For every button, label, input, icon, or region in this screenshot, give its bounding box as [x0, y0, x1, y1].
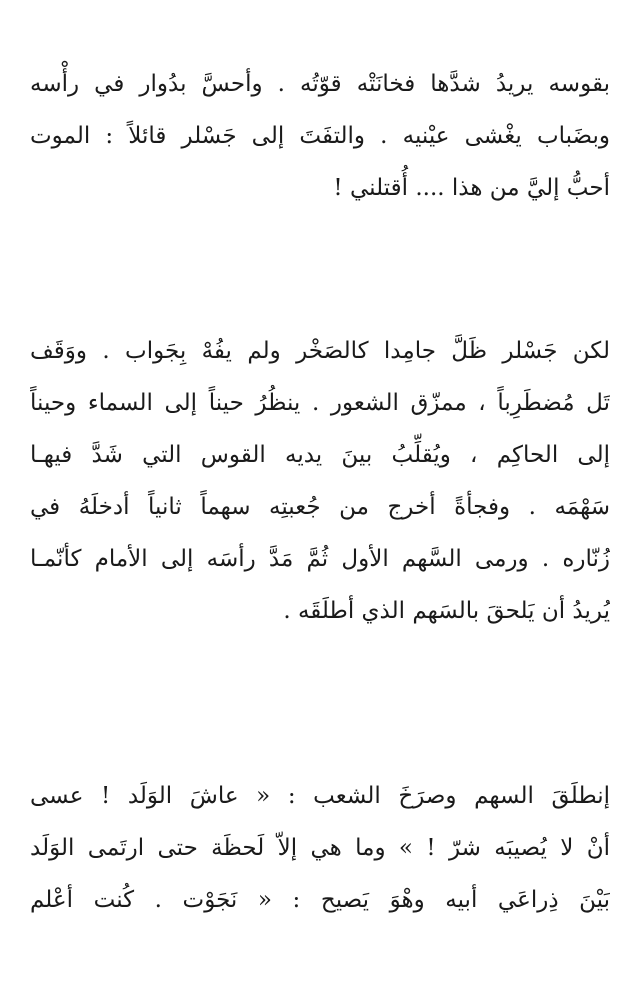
- paragraph-2: [30, 325, 610, 637]
- text-line: سَهْمَه . وفجأةً أخرج من جُعبتِه سهماً ثانياً أدخلَهُ في: [30, 494, 610, 520]
- text-line: إلى الحاكِم ، ويُقلِّبُ بينَ يديه القوس التي شَدَّ فيهـا: [30, 442, 610, 468]
- text-line: زُنّاره . ورمى السَّهم الأول ثُمَّ مَدَّ رأسَه إلى الأمام كأنّمـا: [30, 546, 610, 572]
- text-line: وبضَباب يغْشى عيْنيه . والتفَتَ إلى جَسْلر قائلاً : الموت: [30, 123, 610, 149]
- text-line: تَل مُضطَرِباً ، ممزّق الشعور . ينظُرُ حيناً إلى السماء وحيناً: [30, 390, 610, 416]
- text-line: بقوسه يريدُ شدَّها فخانَتْه قوّتُه . وأحسَّ بدُوار في رأْسه: [30, 71, 610, 97]
- paragraph-3: [30, 770, 610, 926]
- text-line: لكن جَسْلر ظَلَّ جامِدا كالصَخْر ولم يفُهْ بِجَواب . ووَقَف: [30, 338, 610, 364]
- paragraph-1: [30, 58, 610, 214]
- text-line: إنطلَقَ السهم وصرَخَ الشعب : « عاشَ الوَلَد ! عسى: [30, 783, 610, 809]
- text-line: بَيْنَ ذِراعَي أبيه وهْوَ يَصيح : « نَجَوْت . كُنت أعْلم: [30, 887, 610, 913]
- text-line: أنْ لا يُصيبَه شرّ ! » وما هي إلاّ لَحظَة حتى ارتَمى الوَلَد: [30, 835, 610, 861]
- text-line: أحبُّ إليَّ من هذا .... أُقتلني !: [333, 175, 610, 201]
- text-line: يُريدُ أن يَلحقَ بالسَهم الذي أطلَقَه .: [283, 598, 610, 624]
